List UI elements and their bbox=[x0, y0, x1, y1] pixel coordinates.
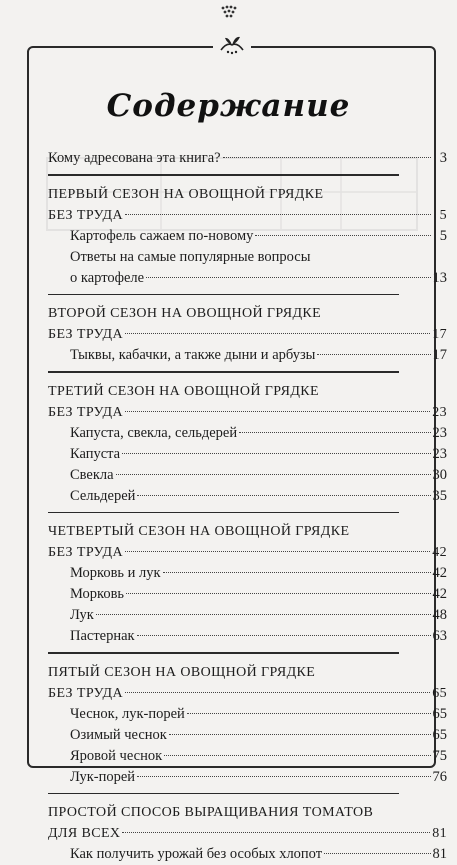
toc-subentry-line2[interactable] bbox=[48, 268, 447, 289]
dot-leader bbox=[125, 551, 430, 552]
toc-entry-label: Как получить урожай без особых хлопот bbox=[70, 846, 323, 862]
toc-subentry[interactable] bbox=[48, 584, 447, 605]
toc-entry-page: 35 bbox=[432, 487, 447, 504]
toc-entry-label: Сельдерей bbox=[70, 487, 136, 504]
section-heading-4[interactable] bbox=[48, 521, 447, 542]
dot-leader bbox=[137, 495, 430, 496]
toc-entry-page: 42 bbox=[432, 586, 447, 602]
toc-subentry[interactable] bbox=[48, 563, 447, 584]
section-heading-1[interactable] bbox=[48, 184, 447, 205]
dot-leader bbox=[125, 692, 430, 693]
table-of-contents bbox=[48, 148, 447, 865]
top-ornament-icon bbox=[0, 4, 457, 25]
toc-subentry[interactable] bbox=[48, 465, 447, 486]
toc-entry-page: 42 bbox=[432, 565, 447, 581]
toc-entry-label: Свекла bbox=[70, 466, 114, 483]
section-heading-line: ПЯТЫЙ СЕЗОН НА ОВОЩНОЙ ГРЯДКЕ bbox=[48, 664, 316, 680]
section-divider bbox=[48, 512, 399, 514]
toc-entry-page: 65 bbox=[432, 705, 447, 722]
toc-subentry[interactable] bbox=[48, 345, 447, 366]
toc-entry-intro[interactable] bbox=[48, 148, 447, 169]
toc-entry-page: 42 bbox=[432, 545, 447, 560]
dot-leader bbox=[255, 235, 431, 236]
toc-entry-label: Лук bbox=[70, 607, 94, 623]
toc-entry-page: 17 bbox=[432, 347, 447, 363]
toc-entry-page: 48 bbox=[432, 607, 447, 623]
dot-leader bbox=[164, 755, 430, 756]
section-heading-line: ЧЕТВЕРТЫЙ СЕЗОН НА ОВОЩНОЙ ГРЯДКЕ bbox=[48, 524, 350, 539]
section-heading-line: ТРЕТИЙ СЕЗОН НА ОВОЩНОЙ ГРЯДКЕ bbox=[48, 383, 319, 399]
toc-entry-page: 65 bbox=[432, 685, 447, 701]
toc-entry-page: 23 bbox=[432, 404, 447, 420]
page-title: Содержание bbox=[106, 88, 351, 124]
section-divider bbox=[48, 294, 399, 296]
section-heading-line: ПРОСТОЙ СПОСОБ ВЫРАЩИВАНИЯ ТОМАТОВ bbox=[48, 805, 374, 820]
dot-leader bbox=[125, 411, 430, 412]
dot-leader bbox=[137, 635, 431, 636]
toc-entry-label: Морковь bbox=[70, 586, 125, 602]
section-heading-1-end[interactable] bbox=[48, 205, 447, 226]
toc-subentry[interactable] bbox=[48, 844, 447, 865]
dot-leader bbox=[317, 354, 430, 355]
section-heading-line: БЕЗ ТРУДА bbox=[48, 327, 124, 342]
toc-entry-label: о картофеле bbox=[70, 269, 145, 286]
section-heading-line: БЕЗ ТРУДА bbox=[48, 545, 124, 560]
section-divider bbox=[48, 371, 399, 373]
section-divider bbox=[48, 793, 399, 795]
dot-leader bbox=[122, 832, 430, 833]
dot-leader bbox=[96, 614, 431, 615]
dot-leader bbox=[122, 453, 430, 454]
toc-subentry-line1[interactable] bbox=[48, 247, 447, 268]
section-heading-line: ДЛЯ ВСЕХ bbox=[48, 826, 121, 841]
sprout-ornament-icon bbox=[213, 34, 251, 61]
toc-subentry[interactable] bbox=[48, 746, 447, 767]
dot-leader bbox=[223, 157, 431, 158]
toc-subentry[interactable] bbox=[48, 423, 447, 444]
section-heading-6-end[interactable] bbox=[48, 823, 447, 844]
toc-entry-label: Пастернак bbox=[70, 628, 135, 644]
toc-entry-label: Тыквы, кабачки, а также дыни и арбузы bbox=[70, 347, 316, 363]
section-heading-2[interactable] bbox=[48, 303, 447, 324]
toc-subentry[interactable] bbox=[48, 486, 447, 507]
toc-entry-page: 23 bbox=[432, 424, 447, 441]
section-heading-line: ВТОРОЙ СЕЗОН НА ОВОЩНОЙ ГРЯДКЕ bbox=[48, 306, 322, 321]
toc-entry-label: Капуста, свекла, сельдерей bbox=[70, 424, 238, 441]
toc-entry-label: Лук-порей bbox=[70, 768, 136, 785]
toc-subentry[interactable] bbox=[48, 767, 447, 788]
dot-leader bbox=[169, 734, 431, 735]
toc-entry-page: 65 bbox=[432, 726, 447, 743]
toc-entry-label: Картофель сажаем по-новому bbox=[70, 227, 254, 244]
dot-leader bbox=[126, 593, 430, 594]
dot-leader bbox=[146, 277, 430, 278]
toc-subentry[interactable] bbox=[48, 725, 447, 746]
section-heading-3-end[interactable] bbox=[48, 402, 447, 423]
toc-entry-label: Кому адресована эта книга? bbox=[48, 150, 221, 166]
dot-leader bbox=[125, 214, 431, 215]
section-heading-5[interactable] bbox=[48, 662, 447, 683]
section-heading-3[interactable] bbox=[48, 381, 447, 402]
section-heading-5-end[interactable] bbox=[48, 683, 447, 704]
section-heading-line: ПЕРВЫЙ СЕЗОН НА ОВОЩНОЙ ГРЯДКЕ bbox=[48, 186, 324, 202]
toc-entry-page: 81 bbox=[432, 826, 447, 841]
toc-entry-page: 3 bbox=[439, 150, 447, 166]
dot-leader bbox=[163, 572, 431, 573]
toc-subentry[interactable] bbox=[48, 605, 447, 626]
section-heading-6[interactable] bbox=[48, 802, 447, 823]
section-heading-line: БЕЗ ТРУДА bbox=[48, 404, 124, 420]
dot-leader bbox=[187, 713, 431, 714]
toc-entry-label: Ответы на самые популярные вопросы bbox=[70, 248, 311, 265]
section-heading-line: БЕЗ ТРУДА bbox=[48, 685, 124, 701]
toc-entry-label: Яровой чеснок bbox=[70, 747, 163, 764]
toc-entry-page: 5 bbox=[439, 227, 447, 244]
section-divider bbox=[48, 652, 399, 654]
toc-entry-page: 75 bbox=[432, 747, 447, 764]
toc-entry-page: 13 bbox=[432, 269, 447, 286]
toc-entry-page: 30 bbox=[432, 466, 447, 483]
dot-leader bbox=[116, 474, 431, 475]
section-heading-2-end[interactable] bbox=[48, 324, 447, 345]
dot-leader bbox=[137, 776, 430, 777]
section-heading-line: БЕЗ ТРУДА bbox=[48, 207, 124, 223]
toc-entry-label: Морковь и лук bbox=[70, 565, 161, 581]
toc-entry-page: 81 bbox=[432, 846, 447, 862]
toc-entry-page: 63 bbox=[432, 628, 447, 644]
toc-entry-page: 76 bbox=[432, 768, 447, 785]
toc-subentry[interactable] bbox=[48, 626, 447, 647]
section-divider bbox=[48, 174, 399, 176]
toc-entry-label: Озимый чеснок bbox=[70, 726, 167, 743]
toc-entry-page: 23 bbox=[432, 445, 447, 462]
toc-subentry[interactable] bbox=[48, 444, 447, 465]
toc-entry-label: Чеснок, лук-порей bbox=[70, 705, 185, 722]
toc-entry-page: 5 bbox=[439, 207, 447, 223]
dot-leader bbox=[239, 432, 430, 433]
section-heading-4-end[interactable] bbox=[48, 542, 447, 563]
toc-entry-label: Капуста bbox=[70, 445, 121, 462]
toc-entry-page: 17 bbox=[432, 327, 447, 342]
dot-leader bbox=[324, 853, 430, 854]
dot-leader bbox=[125, 333, 430, 334]
toc-subentry[interactable] bbox=[48, 704, 447, 725]
toc-subentry[interactable] bbox=[48, 226, 447, 247]
